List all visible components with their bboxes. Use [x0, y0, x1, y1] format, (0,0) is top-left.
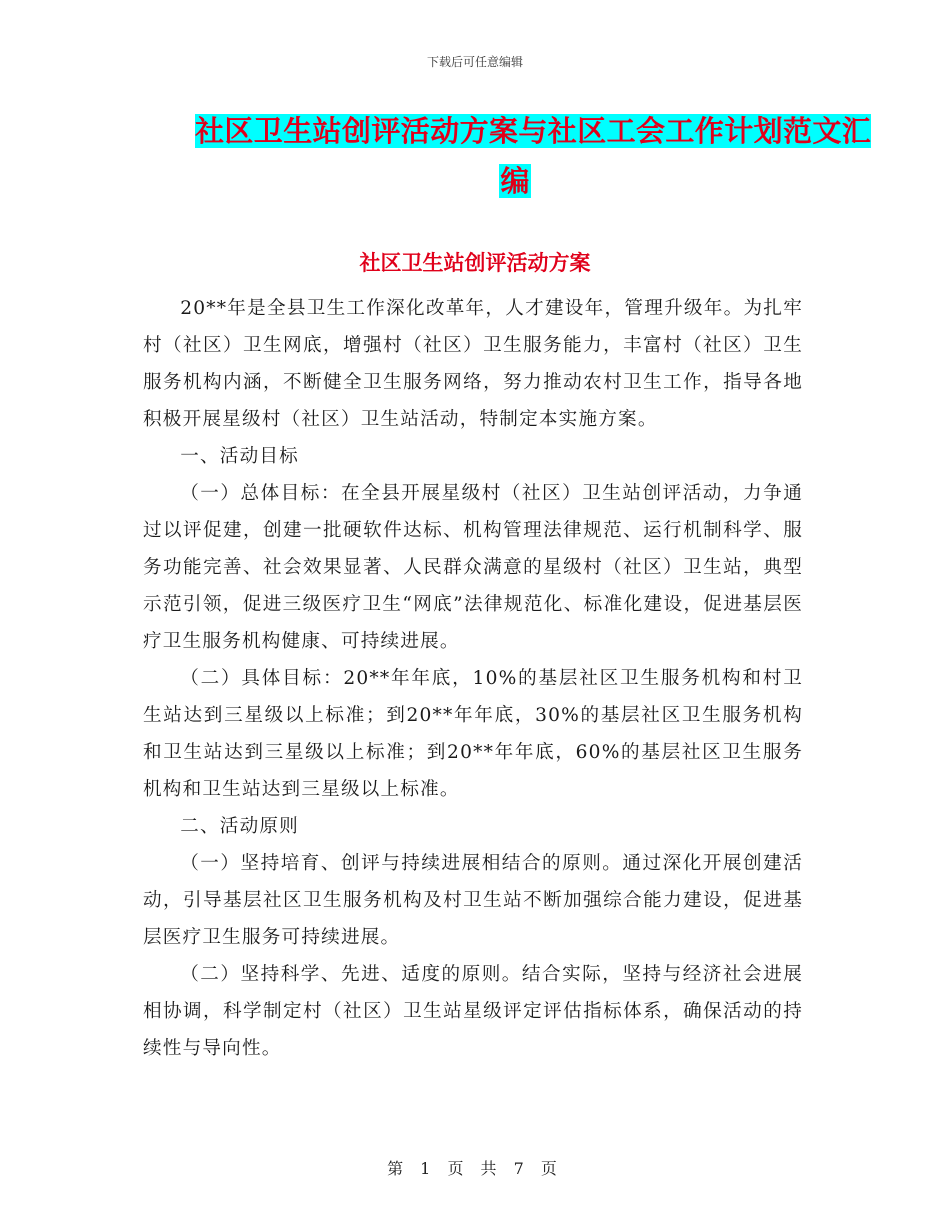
section-title: 社区卫生站创评活动方案	[359, 251, 591, 275]
paragraph-overall-goal: （一）总体目标：在全县开展星级村（社区）卫生站创评活动，力争通过以评促建，创建一批硬软件达标、机构管理法律规范、运行机制科学、服务功能完善、社会效果显著、人民群众满意的星级村（社区）卫生站，典型示范引领，促进三级医疗卫生“网底”法律规范化、标准化建设，促进基层医疗卫生服务机构健康、可持续进展。	[143, 483, 803, 652]
intro-paragraph: 20**年是全县卫生工作深化改革年，人才建设年，管理升级年。为扎牢村（社区）卫生网底，增强村（社区）卫生服务能力，丰富村（社区）卫生服务机构内涵，不断健全卫生服务网络，努力推动农村卫生工作，指导各地积极开展星级村（社区）卫生站活动，特制定本实施方案。	[143, 298, 803, 430]
heading-activity-goals: 一、活动目标	[180, 446, 299, 467]
title-line-2: 编	[500, 164, 530, 198]
paragraph-principle-2: （二）坚持科学、先进、适度的原则。结合实际，坚持与经济社会进展相协调，科学制定村（社区）卫生站星级评定评估指标体系，确保活动的持续性与导向性。	[143, 964, 803, 1059]
title-line-1: 社区卫生站创评活动方案与社区工会工作计划范文汇	[195, 114, 872, 148]
header-note: 下载后可任意编辑	[426, 55, 523, 69]
paragraph-principle-1: （一）坚持培育、创评与持续进展相结合的原则。通过深化开展创建活动，引导基层社区卫生服务机构及村卫生站不断加强综合能力建设，促进基层医疗卫生服务可持续进展。	[143, 853, 803, 948]
document-title	[195, 106, 872, 206]
page-footer: 第 1 页 共 7 页	[387, 1159, 563, 1178]
heading-activity-principles: 二、活动原则	[180, 816, 299, 837]
document-body	[143, 290, 803, 1067]
paragraph-specific-goal: （二）具体目标：20**年年底，10%的基层社区卫生服务机构和村卫生站达到三星级以上标准；到20**年年底，30%的基层社区卫生服务机构和卫生站达到三星级以上标准；到20**年年底，60%的基层社区卫生服务机构和卫生站达到三星级以上标准。	[143, 668, 803, 800]
